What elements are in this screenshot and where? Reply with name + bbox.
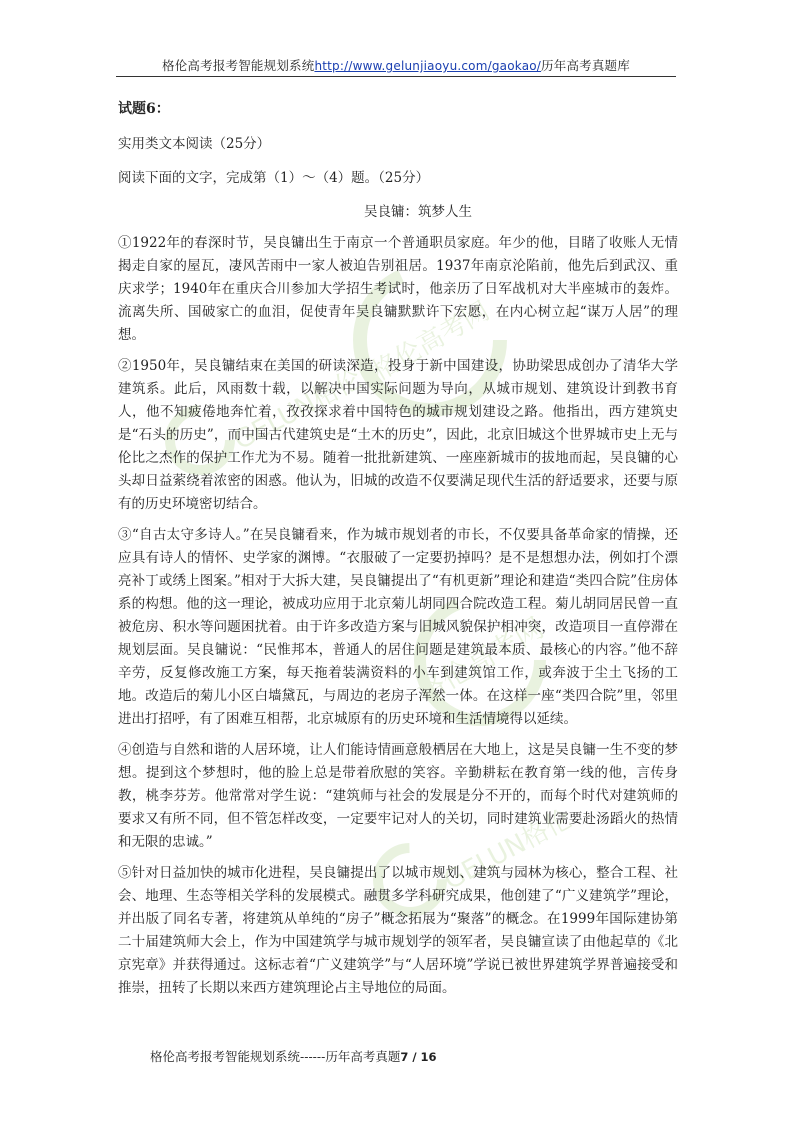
section-heading: 实用类文本阅读（25分） (118, 136, 271, 152)
paragraph: ②1950年，吴良镛结束在美国的研读深造，投身于新中国建设，协助梁思成创办了清华大学建筑系。此后，风雨数十载，以解决中国实际问题为导向，从城市规划、建筑设计到教书育人，他不知疲倦地奔忙着，孜孜探求着中国特色的城市规划建设之路。他指出，西方建筑史是“石头的历史”，而中国古代建筑史是“土木的历史”，因此，北京旧城这个世界城市史上无与伦比之杰作的保护工作尤为不易。随着一批批新建筑、一座座新城市的拔地而起，吴良镛的心头却日益萦绕着浓密的困惑。他认为，旧城的改造不仅要满足现代生活的舒适要求，还要与原有的历史环境密切结合。 (118, 358, 678, 512)
footer-text: 格伦高考报考智能规划系统------历年高考真题 (150, 1049, 401, 1064)
header-title: 格伦高考报考智能规划系统 (162, 58, 315, 73)
paragraph: ①1922年的春深时节，吴良镛出生于南京一个普通职员家庭。年少的他，目睹了收账人无情揭走自家的屋瓦，凄风苦雨中一家人被迫告别祖居。1937年南京沦陷前，他先后到武汉、重庆求学；1940年在重庆合川参加大学招生考试时，他亲历了日军战机对大半座城市的轰炸。流离失所、国破家亡的血泪，促使青年吴良镛默默许下宏愿，在内心树立起“谋万人居”的理想。 (118, 235, 678, 343)
page-header (116, 56, 676, 74)
paragraph: ③“自古太守多诗人。”在吴良镛看来，作为城市规划者的市长，不仅要具备革命家的情操，还应具有诗人的情怀、史学家的渊博。“衣服破了一定要扔掉吗？是不是想想办法，例如打个漂亮补丁或绣上图案。”相对于大拆大建，吴良镛提出了“有机更新”理论和建造“类四合院”住房体系的构想。他的这一理论，被成功应用于北京菊儿胡同四合院改造工程。菊儿胡同居民曾一直被危房、积水等问题困扰着。由于许多改造方案与旧城风貌保护相冲突，改造项目一直停滞在规划层面。吴良镛说：“民惟邦本，普通人的居住问题是建筑最本质、最核心的内容。”他不辞辛劳，反复修改施工方案，每天拖着装满资料的小车到建筑馆工作，或奔波于尘土飞扬的工地。改造后的菊儿小区白墙黛瓦，与周边的老房子浑然一体。在这样一座“类四合院”里，邻里进出打招呼，有了困难互相帮，北京城原有的历史环境和生活情境得以延续。 (118, 527, 678, 727)
page-content (118, 98, 678, 1008)
header-link[interactable]: http://www.gelunjiaoyu.com/gaokao/ (314, 59, 542, 73)
header-divider (116, 76, 676, 77)
watermark-logo-text: GELUN格伦 (229, 363, 368, 457)
instruction-text: 阅读下面的文字，完成第（1）～（4）题。（25分） (118, 170, 430, 186)
article-title: 吴良镛：筑梦人生 (364, 204, 472, 220)
paragraph: ⑤针对日益加快的城市化进程，吴良镛提出了以城市规划、建筑与园林为核心，整合工程、社会、地理、生态等相关学科的发展模式。融贯多学科研究成果，他创建了“广义建筑学”理论，并出版了同名专著，将建筑从单纯的“房子”概念拓展为“聚落”的概念。在1999年国际建协第二十届建筑师大会上，作为中国建筑学与城市规划学的领军者，吴良镛宣读了由他起草的《北京宪章》并获得通过。这标志着“广义建筑学”与“人居环境”学说已被世界建筑学界普遍接受和推崇，扭转了长期以来西方建筑理论占主导地位的局面。 (118, 865, 678, 996)
question-label: 试题6： (118, 101, 170, 117)
watermark-text: 格伦高考网 (367, 296, 495, 388)
page-number: 7 / 16 (400, 1050, 437, 1064)
header-suffix: 历年高考真题库 (541, 58, 630, 73)
watermark-text: 格伦高考网 (411, 611, 550, 710)
watermark-logo-text: GELUN格伦 (439, 803, 578, 897)
page-footer (150, 1047, 437, 1065)
paragraph: ④创造与自然和谐的人居环境，让人们能诗情画意般栖居在大地上，这是吴良镛一生不变的梦想。提到这个梦想时，他的脸上总是带着欣慰的笑容。辛勤耕耘在教育第一线的他，言传身教，桃李芬芳。他常常对学生说：“建筑师与社会的发展是分不开的，而每个时代对建筑师的要求又有所不同，但不管怎样改变，一定要牢记对人的关切，同时建筑业需要赴汤蹈火的热情和无限的忠诚。” (118, 742, 678, 850)
